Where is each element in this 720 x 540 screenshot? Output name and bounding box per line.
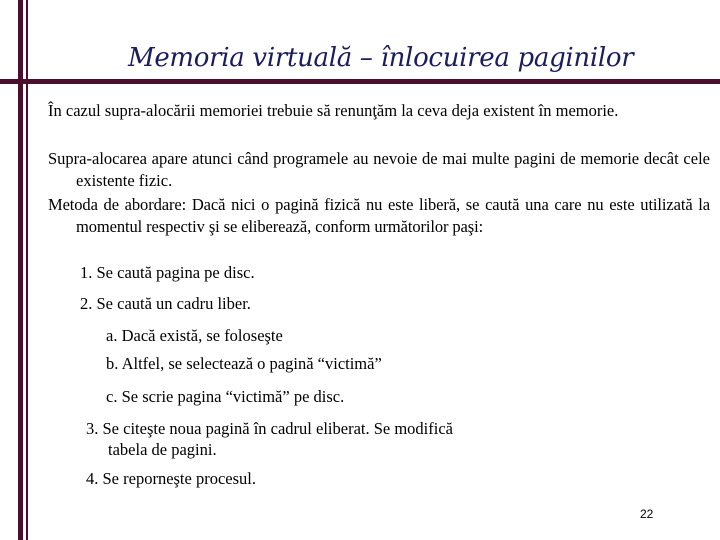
title-divider	[0, 79, 720, 84]
step-2a: a. Dacă există, se foloseşte	[106, 326, 283, 345]
step-3-line-1: 3. Se citeşte noua pagină în cadrul eliberat. Se modifică	[86, 419, 453, 438]
paragraph-approach: Metoda de abordare: Dacă nici o pagină fizică nu este liberă, se caută una care nu este utilizată la momentul respectiv şi se eliberează, conform următorilor paşi:	[48, 195, 710, 236]
step-2c: c. Se scrie pagina “victimă” pe disc.	[106, 387, 345, 406]
step-3-line-2: tabela de pagini.	[108, 440, 217, 459]
paragraph-over-allocation-cause: Supra-alocarea apare atunci când programele au nevoie de mai multe pagini de memorie decât cele existente fizic.	[48, 149, 710, 190]
step-2b: b. Altfel, se selectează o pagină “victimă”	[106, 354, 382, 373]
slide-title: Memoria virtuală – înlocuirea paginilor	[128, 43, 634, 73]
page-number: 22	[640, 507, 654, 521]
step-4: 4. Se reporneşte procesul.	[86, 469, 256, 488]
step-3	[86, 418, 536, 460]
step-1: 1. Se caută pagina pe disc.	[80, 263, 255, 282]
step-2: 2. Se caută un cadru liber.	[80, 294, 251, 313]
paragraph-over-allocation: În cazul supra-alocării memoriei trebuie să renunţăm la ceva deja existent în memorie.	[48, 101, 619, 120]
